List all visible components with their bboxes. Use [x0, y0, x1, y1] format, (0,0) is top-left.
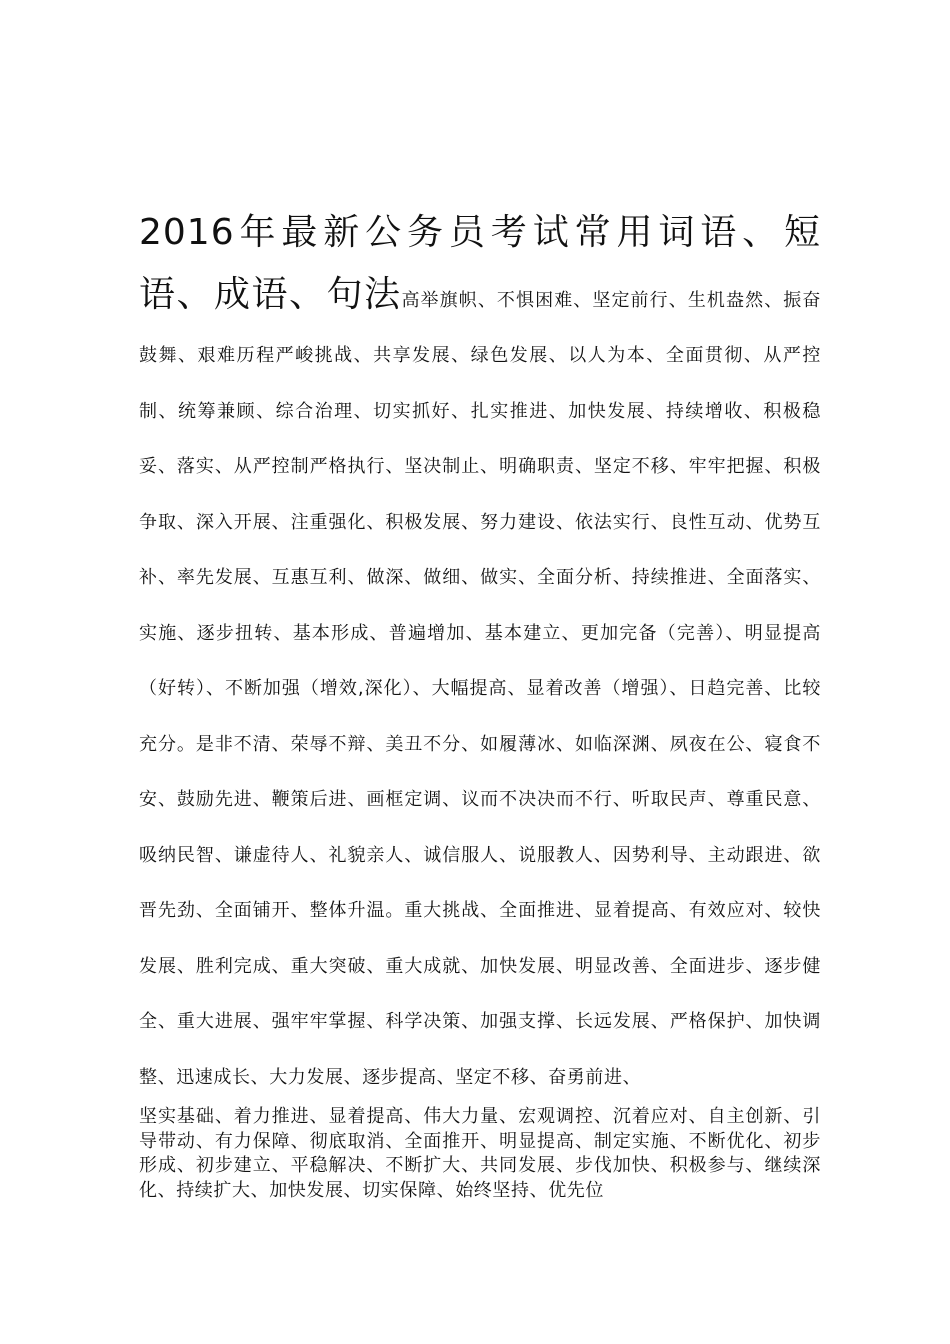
document-body: [139, 205, 821, 1203]
document-title: 2016年最新公务员考试常用词语、短语、成语、句法: [139, 212, 821, 315]
spaced-paragraph: [139, 205, 821, 1105]
dense-paragraph: 坚实基础、着力推进、显着提高、伟大力量、宏观调控、沉着应对、自主创新、引导带动、有力保障、彻底取消、全面推开、明显提高、制定实施、不断优化、初步形成、初步建立、平稳解决、不断扩大、共同发展、步伐加快、积极参与、继续深化、持续扩大、加快发展、切实保障、始终坚持、优先位: [139, 1106, 821, 1201]
spaced-body-text: 高举旗帜、不惧困难、坚定前行、生机盎然、振奋鼓舞、艰难历程严峻挑战、共享发展、绿色发展、以人为本、全面贯彻、从严控制、统筹兼顾、综合治理、切实抓好、扎实推进、加快发展、持续增收、积极稳妥、落实、从严控制严格执行、坚决制止、明确职责、坚定不移、牢牢把握、积极争取、深入开展、注重强化、积极发展、努力建设、依法实行、良性互动、优势互补、率先发展、互惠互利、做深、做细、做实、全面分析、持续推进、全面落实、实施、逐步扭转、基本形成、普遍增加、基本建立、更加完备（完善）、明显提高（好转）、不断加强（增效,深化）、大幅提高、显着改善（增强）、日趋完善、比较充分。是非不清、荣辱不辩、美丑不分、如履薄冰、如临深渊、夙夜在公、寝食不安、鼓励先进、鞭策后进、画框定调、议而不决决而不行、听取民声、尊重民意、吸纳民智、谦虚待人、礼貌亲人、诚信服人、说服教人、因势利导、主动跟进、欲晋先劲、全面铺开、整体升温。重大挑战、全面推进、显着提高、有效应对、较快发展、胜利完成、重大突破、重大成就、加快发展、明显改善、全面进步、逐步健全、重大进展、强牢牢掌握、科学决策、加强支撑、长远发展、严格保护、加快调整、迅速成长、大力发展、逐步提高、坚定不移、奋勇前进、: [139, 289, 821, 1088]
